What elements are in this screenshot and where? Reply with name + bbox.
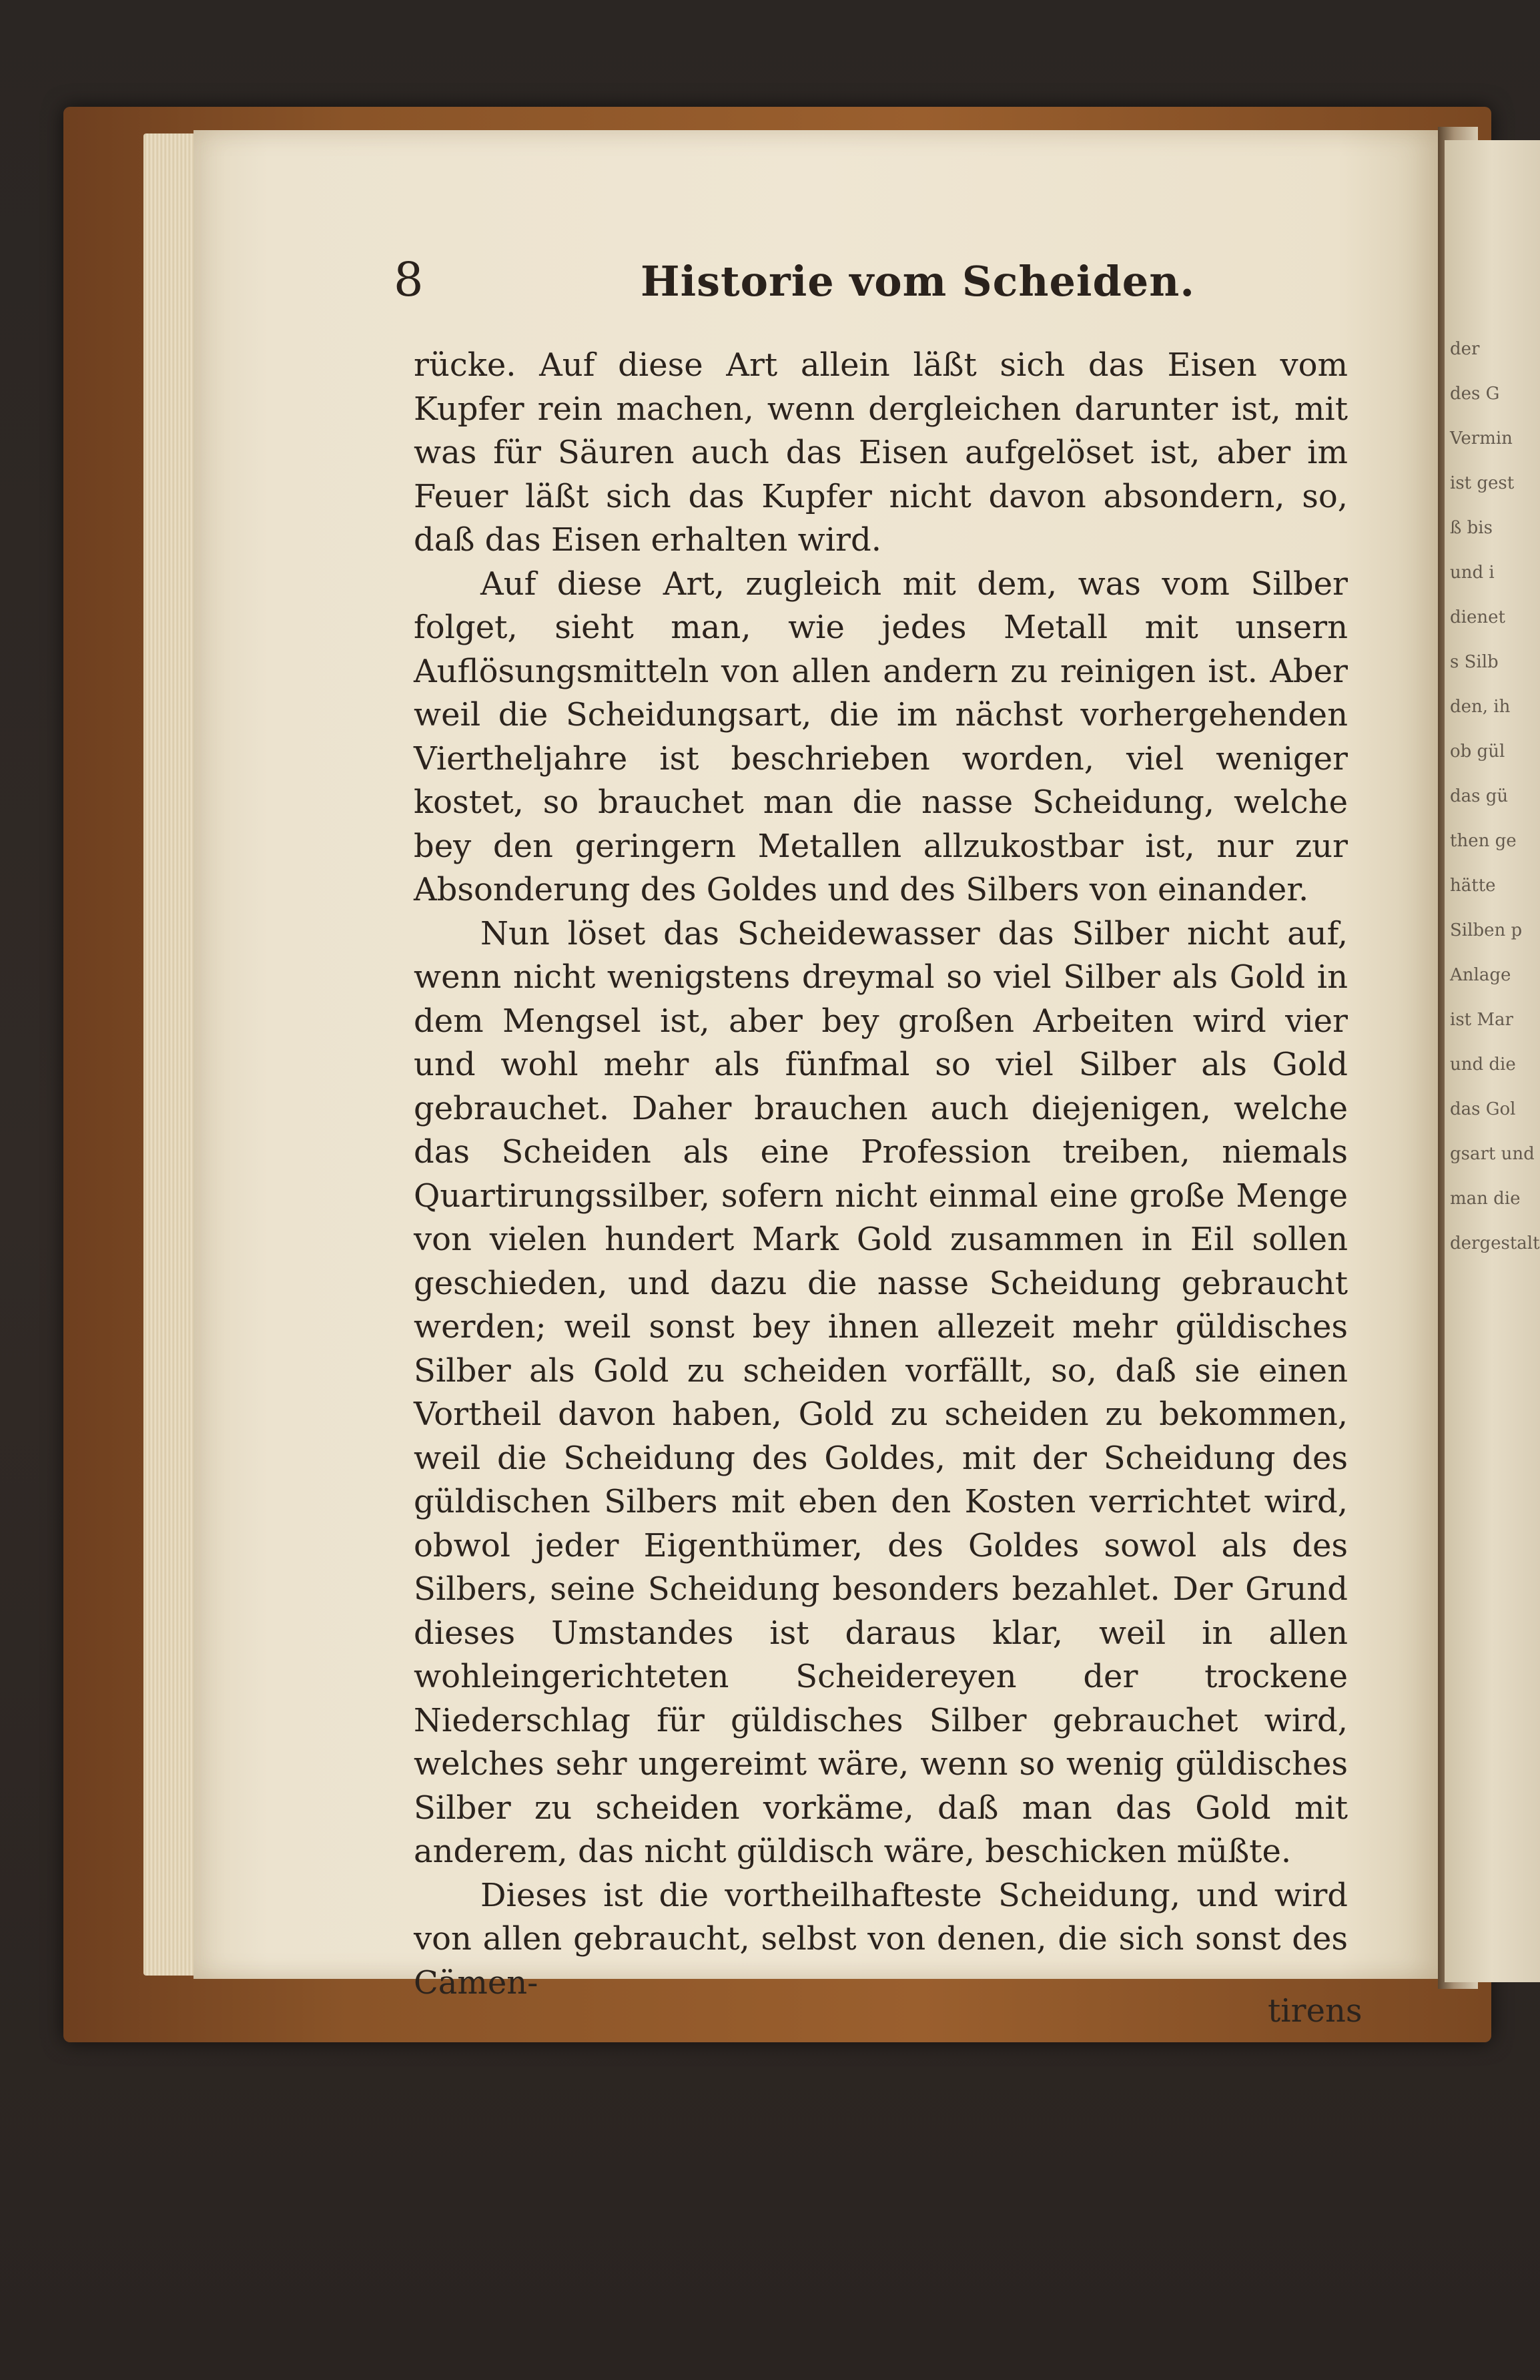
fragment: ist gest [1450,473,1515,493]
paragraph: Auf diese Art, zugleich mit dem, was vom Silber folget, sieht man, wie jedes Metall mit unsern Auflösungsmitteln von allen andern zu reinigen ist. Aber weil die Scheidungsart, die im nächst vorhergehenden Viertheljahre ist beschrieben worden, viel weniger kostet, so brauchet man die nasse Scheidung, welche bey den geringern Metallen allzukostbar ist, nur zur Absonderung des Goldes und des Silbers von einander. [414,565,1348,908]
page-number: 8 [394,252,424,307]
fragment: s Silb [1450,652,1499,672]
fragment: dergestalt [1450,1233,1540,1253]
fragment: hätte [1450,876,1496,896]
fragment: ob gül [1450,741,1505,762]
paragraph: Nun löset das Scheidewasser das Silber nicht auf, wenn nicht wenigstens dreymal so viel Silber als Gold in dem Mengsel ist, aber bey großen Arbeiten wird vier und wohl mehr als fünfmal so viel Silber als Gold gebrauchet. Daher brauchen auch diejenigen, welche das Scheiden als eine Profession treiben, niemals Quartirungssilber, sofern nicht einmal eine große Menge von vielen hundert Mark Gold zusammen in Eil sollen geschieden, und dazu die nasse Scheidung gebraucht werden; weil sonst bey ihnen allezeit mehr güldisches Silber als Gold zu scheiden vorfällt, so, daß sie einen Vortheil davon haben, Gold zu scheiden zu bekommen, weil die Scheidung des Goldes, mit der Scheidung des güldischen Silbers mit eben den Kosten verrichtet wird, obwol jeder Eigenthümer, des Goldes sowol als des Silbers, seine Scheidung besonders bezahlet. Der Grund dieses Umstandes ist daraus klar, weil in allen wohleingerichteten Scheidereyen der trockene Niederschlag für güldisches Silber gebrauchet wird, welches sehr ungereimt wäre, wenn so wenig güldisches Silber zu scheiden vorkäme, daß man das Gold mit anderem, das nicht güldisch wäre, beschicken müßte. [414,914,1348,1870]
fragment: und i [1450,563,1495,583]
fragment: man die [1450,1189,1521,1209]
fragment: then ge [1450,831,1517,851]
fragment: Vermin [1450,428,1513,449]
fragment: und die [1450,1055,1516,1075]
paragraph: Dieses ist die vortheilhafteste Scheidung, und wird von allen gebraucht, selbst von denen, die sich sonst des Cämen- [414,1876,1348,2002]
body-text [414,344,1348,2005]
fragment: das gü [1450,786,1509,806]
fragment: Silben p [1450,920,1523,940]
fragment: den, ih [1450,697,1511,717]
paragraph: rücke. Auf diese Art allein läßt sich das Eisen vom Kupfer rein machen, wenn dergleichen darunter ist, mit was für Säuren auch das Eisen aufgelöset ist, aber im Feuer läßt sich das Kupfer nicht davon absondern, so, daß das Eisen erhalten wird. [414,346,1348,559]
fragment: das Gol [1450,1099,1516,1119]
fragment: ß bis [1450,518,1493,538]
fragment: ist Mar [1450,1010,1513,1030]
fragment: dienet [1450,607,1505,627]
fragment: gsart und [1450,1144,1535,1164]
facing-page-fragments [1450,327,1540,1266]
fragment: des G [1450,384,1500,404]
fragment: der [1450,339,1480,359]
facing-page-edge [1445,140,1540,1982]
running-title: Historie vom Scheiden. [641,257,1195,306]
catchword: tirens [1268,1992,1363,2030]
fragment: Anlage [1450,965,1511,985]
